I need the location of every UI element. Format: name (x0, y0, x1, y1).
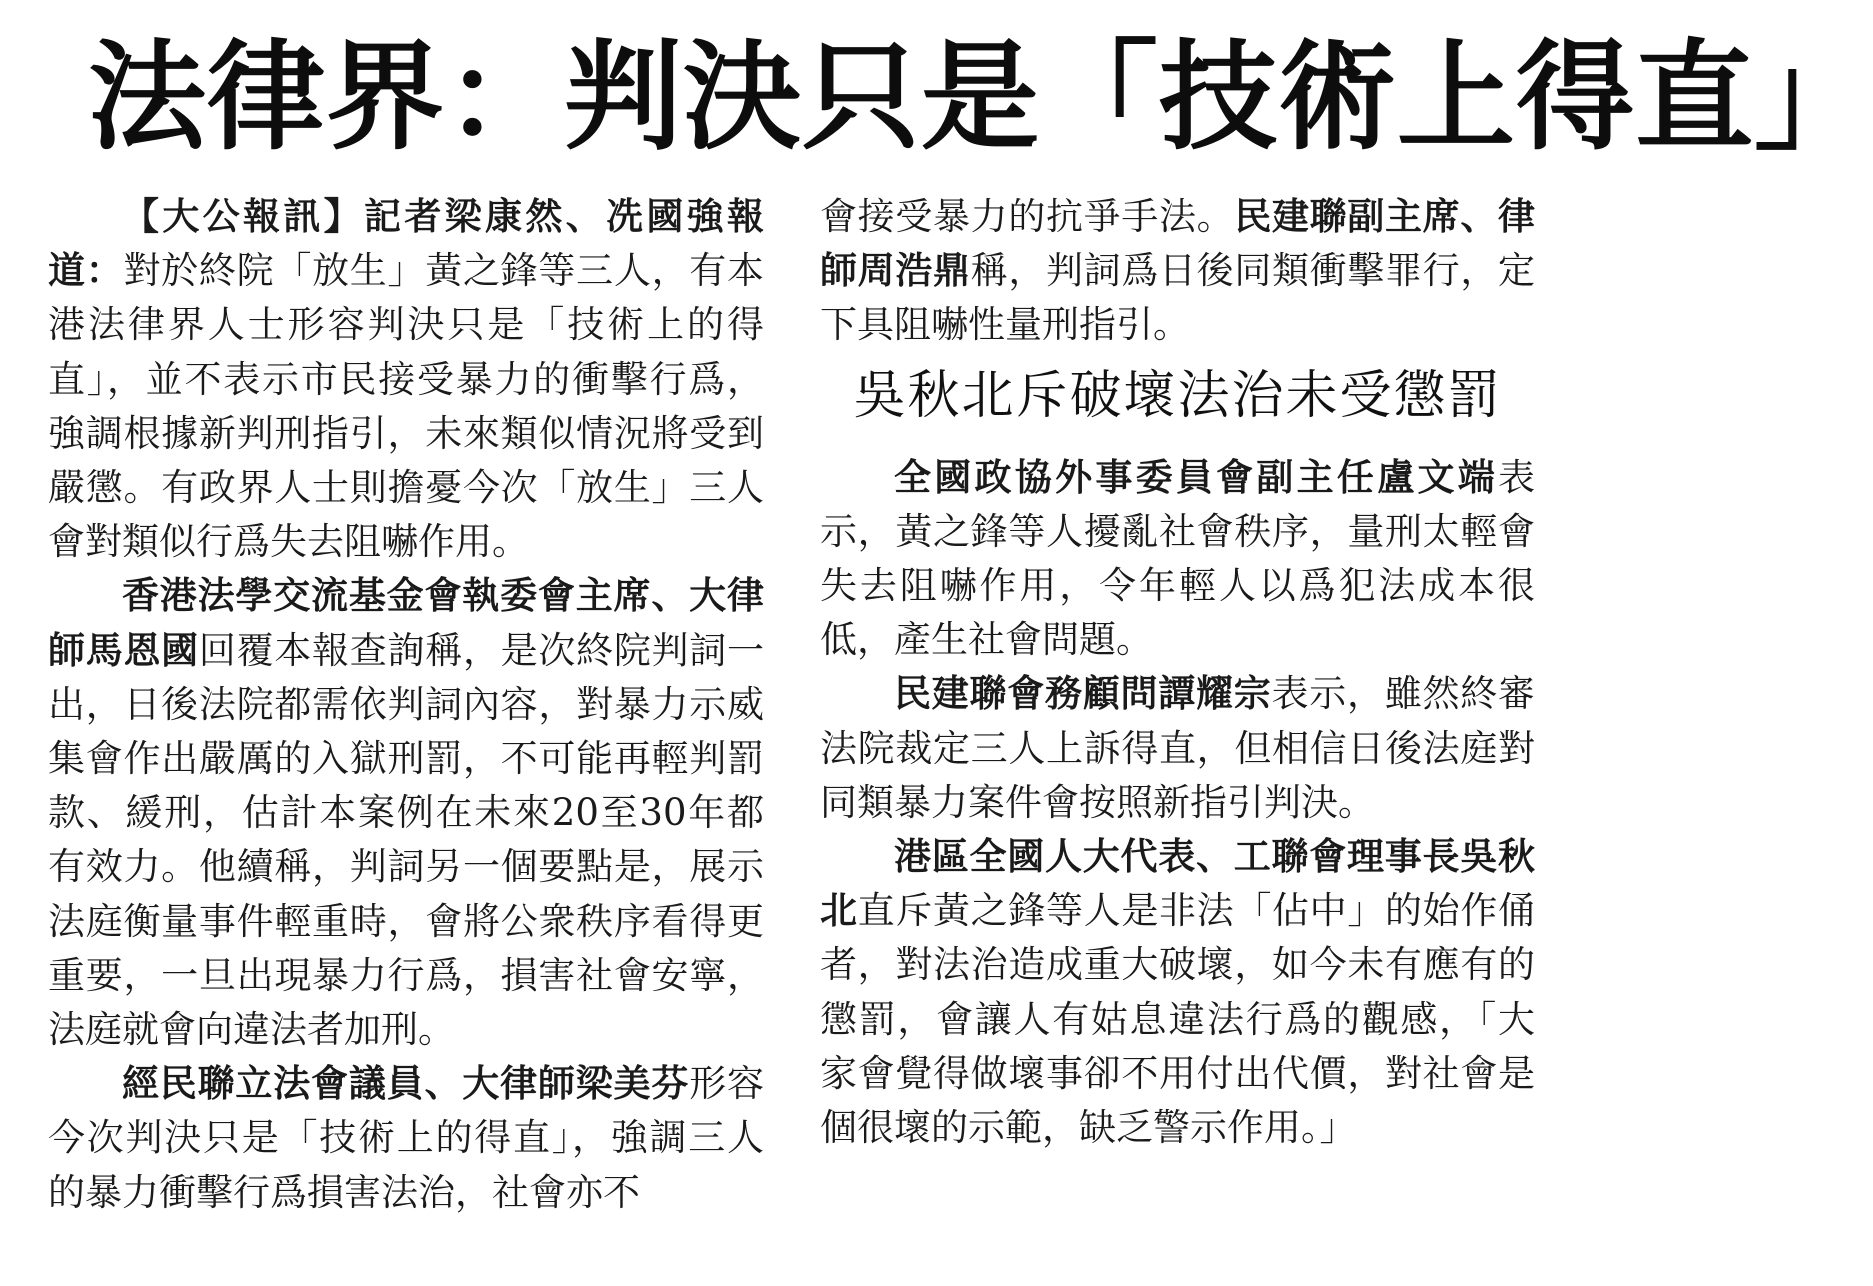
paragraph-text: 會接受暴力的抗爭手法。 (820, 195, 1235, 238)
paragraph-lo-man-tuen (820, 451, 1535, 668)
paragraph-text: 回覆本報查詢稱，是次終院判詞一出，日後法院都需依判詞內容，對暴力示威集會作出嚴厲的入獄刑罰，不可能再輕判罰款、緩刑，估計本案例在未來20至30年都有效力。他續稱，判詞另一個要點是，展示法庭衡量事件輕重時，會將公衆秩序看得更重要，一旦出現暴力行爲，損害社會安寧，法庭就會向違法者加刑。 (48, 628, 765, 1052)
paragraph-intro (48, 190, 764, 569)
paragraph-tam-yiu-chung (820, 667, 1535, 830)
subheading: 吳秋北斥破壞法治未受懲罰 (853, 365, 1502, 426)
speaker-name: 港區全國人大代表、工聯會理事長吳秋北 (820, 835, 1535, 933)
speaker-name: 全國政協外事委員會副主任盧文端 (894, 455, 1498, 499)
headline: 法律界：判決只是「技術上得直」 (88, 27, 1873, 166)
speaker-name: 民建聯副主席、律師周浩鼎 (820, 195, 1536, 293)
paragraph-text: 形容今次判決只是「技術上的得直」，強調三人的暴力衝擊行爲損害法治，社會亦不 (48, 1062, 764, 1214)
paragraph-ma-yan-kwok (48, 569, 764, 1057)
paragraph-continued (820, 190, 1535, 353)
article-column-left (48, 190, 764, 1220)
speaker-name: 民建聯會務顧問譚耀宗 (894, 672, 1272, 716)
paragraph-priscilla-leung (48, 1057, 764, 1220)
speaker-name: 經民聯立法會議員、大律師梁美芬 (122, 1062, 690, 1106)
article-column-right (820, 190, 1535, 1155)
paragraph-text: 稱，判詞爲日後同類衝擊罪行，定下具阻嚇性量刑指引。 (820, 249, 1536, 347)
paragraph-text: 直斥黃之鋒等人是非法「佔中」的始作俑者，對法治造成重大破壞，如今未有應有的懲罰，會讓人有姑息違法行爲的觀感，「大家會覺得做壞事卻不用付出代價，對社會是個很壞的示範，缺乏警示作用。」 (820, 889, 1536, 1150)
paragraph-text: 表示，雖然終審法院裁定三人上訴得直，但相信日後法庭對同類暴力案件會按照新指引判決。 (820, 672, 1535, 824)
dateline: 【大公報訊】記者梁康然、冼國強報道： (48, 195, 764, 293)
paragraph-text: 對於終院「放生」黃之鋒等三人，有本港法律界人士形容判決只是「技術上的得直」，並不表示市民接受暴力的衝擊行爲，強調根據新判刑指引，未來類似情況將受到嚴懲。有政界人士則擔憂今次「放生」三人會對類似行爲失去阻嚇作用。 (48, 249, 765, 564)
speaker-name: 香港法學交流基金會執委會主席、大律師馬恩國 (48, 574, 764, 672)
paragraph-text: 表示，黃之鋒等人擾亂社會秩序，量刑太輕會失去阻嚇作用，令年輕人以爲犯法成本很低，產生社會問題。 (820, 455, 1535, 662)
paragraph-ng-chau-pei (820, 830, 1535, 1155)
